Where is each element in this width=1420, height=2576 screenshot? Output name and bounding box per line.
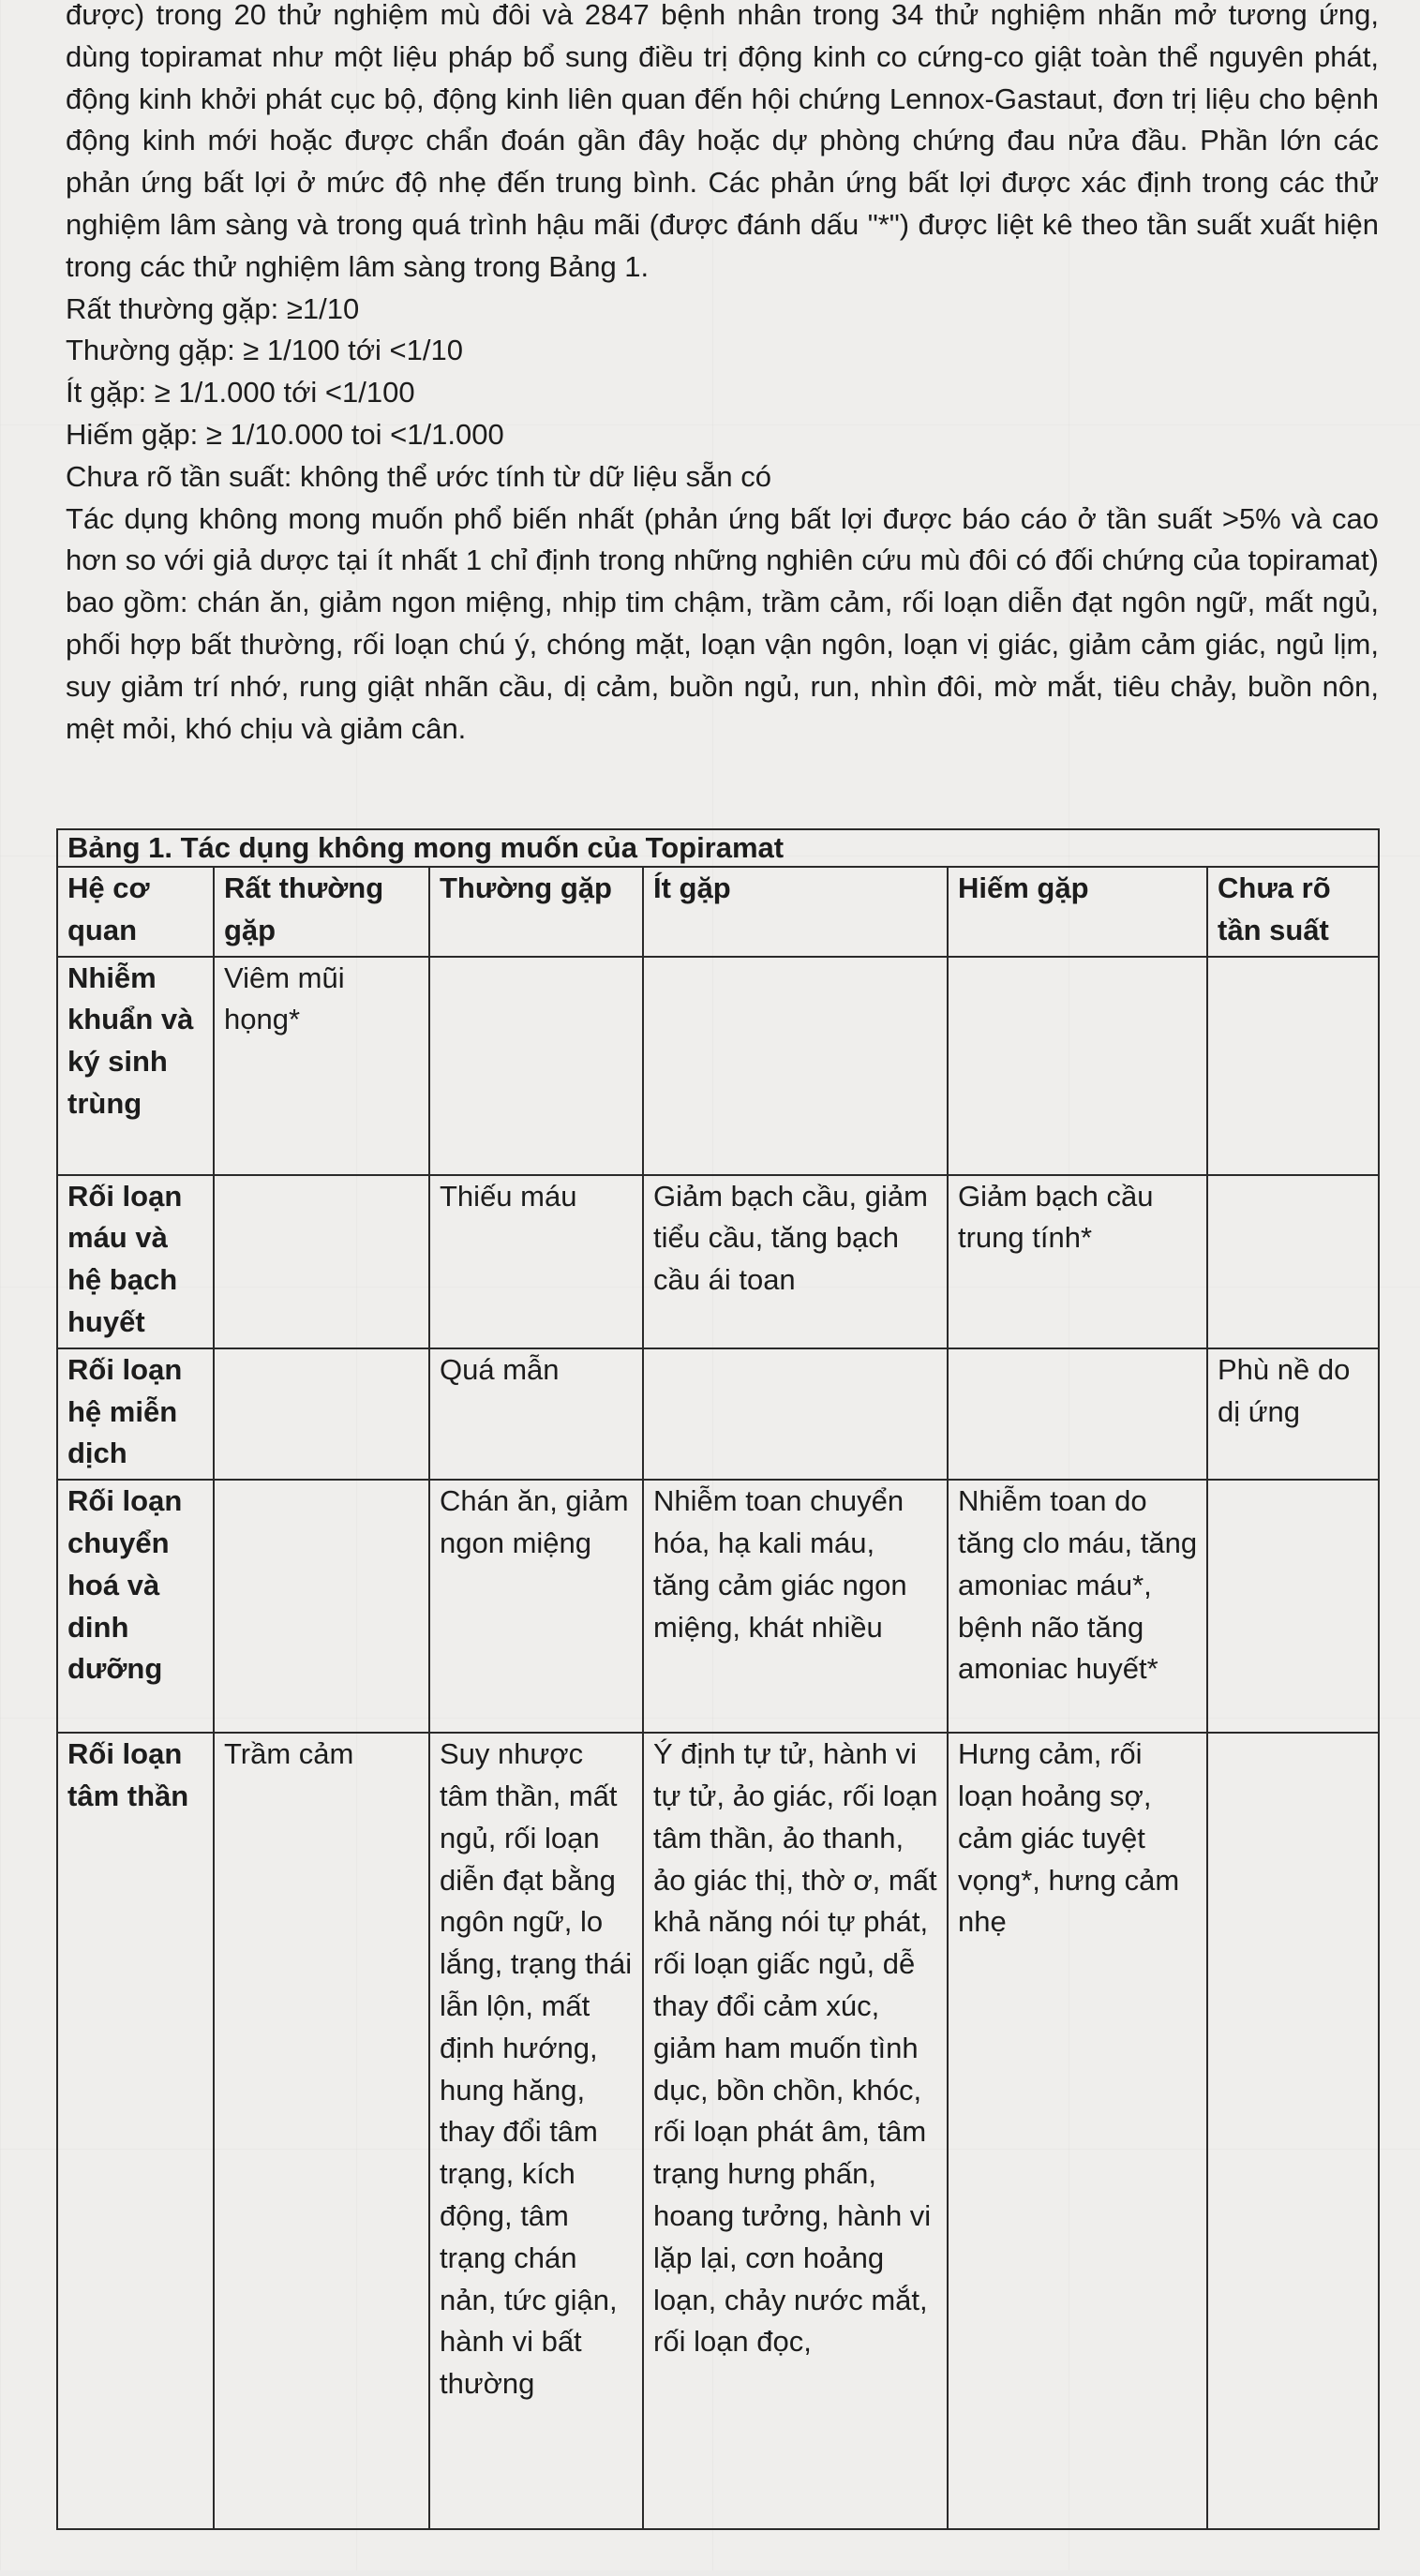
cell-rare — [948, 957, 1207, 1175]
cell-common: Thiếu máu — [429, 1175, 643, 1348]
freq-unknown: Chưa rõ tần suất: không thể ước tính từ dữ liệu sẵn có — [66, 459, 772, 493]
table-row — [57, 1733, 1379, 2529]
cell-system: Rối loạn chuyển hoá và dinh dưỡng — [57, 1480, 214, 1733]
cell-unknown: Phù nề do dị ứng — [1207, 1348, 1379, 1480]
table-caption: Bảng 1. Tác dụng không mong muốn của Topiramat — [57, 829, 1379, 867]
cell-uncommon: Giảm bạch cầu, giảm tiểu cầu, tăng bạch cầu ái toan — [643, 1175, 948, 1348]
cell-rare: Nhiễm toan do tăng clo máu, tăng amoniac máu*, bệnh não tăng amoniac huyết* — [948, 1480, 1207, 1733]
cell-rare — [948, 1348, 1207, 1480]
intro-text — [66, 0, 1379, 750]
cell-common: Quá mẫn — [429, 1348, 643, 1480]
table-row — [57, 1175, 1379, 1348]
table-header-row — [57, 867, 1379, 957]
cell-very-common: Trầm cảm — [214, 1733, 429, 2529]
header-uncommon: Ít gặp — [643, 867, 948, 957]
cell-unknown — [1207, 1480, 1379, 1733]
adverse-effects-table — [56, 828, 1380, 2530]
cell-common: Suy nhược tâm thần, mất ngủ, rối loạn diễn đạt bằng ngôn ngữ, lo lắng, trạng thái lẫn lộn, mất định hướng, hung hăng, thay đổi tâm trạng, kích động, tâm trạng chán nản, tức giận, hành vi bất thường — [429, 1733, 643, 2529]
table-row — [57, 1348, 1379, 1480]
cell-common: Chán ăn, giảm ngon miệng — [429, 1480, 643, 1733]
cell-system: Rối loạn hệ miễn dịch — [57, 1348, 214, 1480]
cell-system: Nhiễm khuẩn và ký sinh trùng — [57, 957, 214, 1175]
cell-unknown — [1207, 1733, 1379, 2529]
header-rare: Hiếm gặp — [948, 867, 1207, 957]
cell-uncommon — [643, 957, 948, 1175]
cell-rare: Hưng cảm, rối loạn hoảng sợ, cảm giác tuyệt vọng*, hưng cảm nhẹ — [948, 1733, 1207, 2529]
table-row — [57, 1480, 1379, 1733]
cell-very-common — [214, 1348, 429, 1480]
cell-uncommon: Nhiễm toan chuyển hóa, hạ kali máu, tăng cảm giác ngon miệng, khát nhiều — [643, 1480, 948, 1733]
freq-common: Thường gặp: ≥ 1/100 tới <1/10 — [66, 334, 463, 367]
cell-unknown — [1207, 957, 1379, 1175]
cell-common — [429, 957, 643, 1175]
header-common: Thường gặp — [429, 867, 643, 957]
table-row — [57, 957, 1379, 1175]
header-system: Hệ cơ quan — [57, 867, 214, 957]
cell-very-common — [214, 1175, 429, 1348]
cell-uncommon: Ý định tự tử, hành vi tự tử, ảo giác, rối loạn tâm thần, ảo thanh, ảo giác thị, thờ ơ, mất khả năng nói tự phát, rối loạn giấc ngủ, dễ thay đổi cảm xúc, giảm ham muốn tình dục, bồn chồn, khóc, rối loạn phát âm, tâm trạng hưng phấn, hoang tưởng, hành vi lặp lại, cơn hoảng loạn, chảy nước mắt, rối loạn đọc, — [643, 1733, 948, 2529]
cell-uncommon — [643, 1348, 948, 1480]
cell-unknown — [1207, 1175, 1379, 1348]
freq-very-common: Rất thường gặp: ≥1/10 — [66, 291, 360, 325]
header-unknown: Chưa rõ tần suất — [1207, 867, 1379, 957]
freq-uncommon: Ít gặp: ≥ 1/1.000 tới <1/100 — [66, 376, 415, 409]
cell-very-common: Viêm mũi họng* — [214, 957, 429, 1175]
cell-system: Rối loạn máu và hệ bạch huyết — [57, 1175, 214, 1348]
intro-paragraph: được) trong 20 thử nghiệm mù đôi và 2847 bệnh nhân trong 34 thử nghiệm nhãn mở tương ứng, dùng topiramat như một liệu pháp bổ sung điều trị động kinh co cứng-co giật toàn thể nguyên phát, động kinh khởi phát cục bộ, động kinh liên quan đến hội chứng Lennox-Gastaut, đơn trị liệu cho bệnh động kinh mới hoặc được chẩn đoán gần đây hoặc dự phòng chứng đau nửa đầu. Phần lớn các phản ứng bất lợi ở mức độ nhẹ đến trung bình. Các phản ứng bất lợi được xác định trong các thử nghiệm lâm sàng và trong quá trình hậu mãi (được đánh dấu "*") được liệt kê theo tần suất xuất hiện trong các thử nghiệm lâm sàng trong Bảng 1. — [66, 0, 1379, 283]
header-very-common: Rất thường gặp — [214, 867, 429, 957]
cell-rare: Giảm bạch cầu trung tính* — [948, 1175, 1207, 1348]
cell-system: Rối loạn tâm thần — [57, 1733, 214, 2529]
cell-very-common — [214, 1480, 429, 1733]
freq-rare: Hiếm gặp: ≥ 1/10.000 toi <1/1.000 — [66, 417, 504, 451]
common-effects-paragraph: Tác dụng không mong muốn phổ biến nhất (phản ứng bất lợi được báo cáo ở tần suất >5% và cao hơn so với giả dược tại ít nhất 1 chỉ định trong những nghiên cứu mù đôi có đối chứng của topiramat) bao gồm: chán ăn, giảm ngon miệng, nhịp tim chậm, trầm cảm, rối loạn diễn đạt ngôn ngữ, mất ngủ, phối hợp bất thường, rối loạn chú ý, chóng mặt, loạn vận ngôn, loạn vị giác, giảm cảm giác, ngủ lịm, suy giảm trí nhớ, rung giật nhãn cầu, dị cảm, buồn ngủ, run, nhìn đôi, mờ mắt, tiêu chảy, buồn nôn, mệt mỏi, khó chịu và giảm cân. — [66, 501, 1379, 745]
